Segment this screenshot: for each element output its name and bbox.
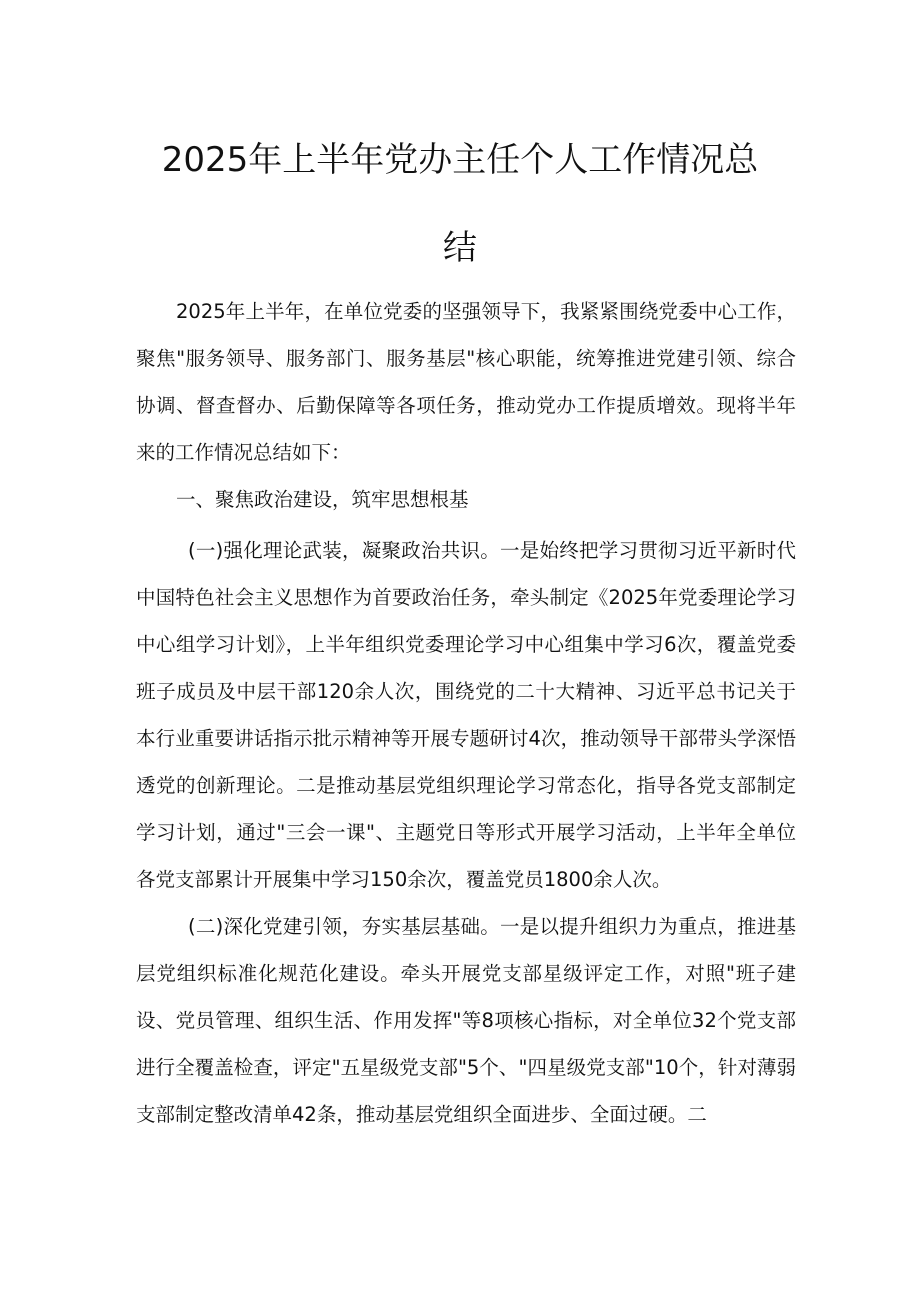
document-title-line1: 2025年上半年党办主任个人工作情况总 [161,140,759,180]
section-heading-1: 一、聚焦政治建设，筑牢思想根基 [176,488,469,511]
subsection-paragraph-2: (二)深化党建引领，夯实基层基础。一是以提升组织力为重点，推进基层党组织标准化规范化建设。牵头开展党支部星级评定工作，对照"班子建设、党员管理、组织生活、作用发挥"等8项核心指标，对全单位32个党支部进行全覆盖检查，评定"五星级党支部"5个、"四星级党支部"10个，针对薄弱支部制定整改清单42条，推动基层党组织全面进步、全面过硬。二 [136,915,796,1126]
intro-paragraph: 2025年上半年，在单位党委的坚强领导下，我紧紧围绕党委中心工作，聚焦"服务领导、服务部门、服务基层"核心职能，统筹推进党建引领、综合协调、督查督办、后勤保障等各项任务，推动党办工作提质增效。现将半年来的工作情况总结如下： [136,300,796,464]
subsection-paragraph-1: (一)强化理论武装，凝聚政治共识。一是始终把学习贯彻习近平新时代中国特色社会主义思想作为首要政治任务，牵头制定《2025年党委理论学习中心组学习计划》，上半年组织党委理论学习中心组集中学习6次，覆盖党委班子成员及中层干部120余人次，围绕党的二十大精神、习近平总书记关于本行业重要讲话指示批示精神等开展专题研讨4次，推动领导干部带头学深悟透党的创新理论。二是推动基层党组织理论学习常态化，指导各党支部制定学习计划，通过"三会一课"、主题党日等形式开展学习活动，上半年全单位各党支部累计开展集中学习150余次，覆盖党员1800余人次。 [136,539,796,891]
document-title-line2: 结 [443,228,477,268]
